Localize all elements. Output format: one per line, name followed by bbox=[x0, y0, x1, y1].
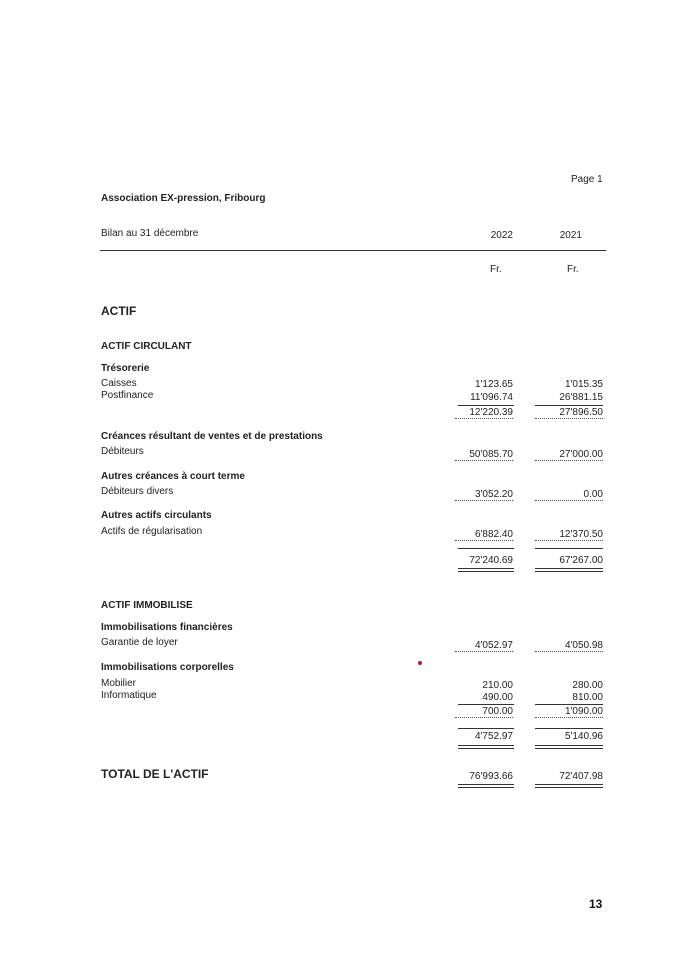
tresorerie-total-2022: 12'220.39 bbox=[455, 407, 513, 419]
debiteurs-divers-label: Débiteurs divers bbox=[101, 486, 174, 497]
tresorerie-title: Trésorerie bbox=[101, 363, 150, 374]
caisses-2021: 1'015.35 bbox=[564, 379, 603, 390]
corporelles-total-2021: 1'090.00 bbox=[535, 706, 603, 718]
organization-name: Association EX-pression, Fribourg bbox=[101, 193, 266, 204]
corporelles-subtotal-line-2022 bbox=[458, 704, 514, 705]
currency-2021: Fr. bbox=[567, 264, 579, 275]
circulant-total-line-2021 bbox=[535, 548, 603, 549]
page-number: 13 bbox=[589, 897, 603, 911]
corporelles-total-2022: 700.00 bbox=[455, 706, 513, 718]
postfinance-label: Postfinance bbox=[101, 390, 154, 401]
informatique-2021: 810.00 bbox=[572, 692, 603, 703]
circulant-total-2021: 67'267.00 bbox=[559, 555, 603, 566]
circulant-total-double-line-2021 bbox=[535, 568, 603, 572]
caisses-label: Caisses bbox=[101, 378, 137, 389]
mobilier-2021: 280.00 bbox=[572, 680, 603, 691]
total-actif-double-line-2022 bbox=[458, 784, 514, 788]
informatique-2022: 490.00 bbox=[482, 692, 513, 703]
garantie-2022: 4'052.97 bbox=[455, 640, 513, 652]
immobilise-total-line-2022 bbox=[458, 728, 514, 729]
circulant-total-line-2022 bbox=[458, 548, 514, 549]
regularisation-2022: 6'882.40 bbox=[455, 529, 513, 541]
corporelles-title: Immobilisations corporelles bbox=[101, 662, 234, 673]
autres-actifs-title: Autres actifs circulants bbox=[101, 510, 212, 521]
debiteurs-divers-2021: 0.00 bbox=[535, 489, 603, 501]
immobilise-total-2022: 4'752.97 bbox=[474, 731, 513, 742]
total-actif-label: TOTAL DE L'ACTIF bbox=[101, 767, 209, 781]
section-actif-immobilise: ACTIF IMMOBILISE bbox=[101, 600, 193, 611]
year-2021-header: 2021 bbox=[559, 230, 582, 241]
regularisation-2021: 12'370.50 bbox=[535, 529, 603, 541]
mobilier-label: Mobilier bbox=[101, 678, 137, 689]
mobilier-2022: 210.00 bbox=[482, 680, 513, 691]
section-actif: ACTIF bbox=[101, 304, 137, 318]
tresorerie-subtotal-line-2021 bbox=[535, 405, 603, 406]
immobilise-total-double-line-2021 bbox=[535, 745, 603, 749]
corporelles-subtotal-line-2021 bbox=[535, 704, 603, 705]
caisses-2022: 1'123.65 bbox=[474, 379, 513, 390]
red-dot-mark bbox=[418, 661, 422, 665]
circulant-total-2022: 72'240.69 bbox=[469, 555, 513, 566]
immobilise-total-line-2021 bbox=[535, 728, 603, 729]
immobilise-total-double-line-2022 bbox=[458, 745, 514, 749]
year-2022-header: 2022 bbox=[490, 230, 513, 241]
total-actif-2021: 72'407.98 bbox=[559, 771, 603, 782]
immobilise-total-2021: 5'140.96 bbox=[564, 731, 603, 742]
creances-title: Créances résultant de ventes et de prestations bbox=[101, 431, 323, 442]
debiteurs-label: Débiteurs bbox=[101, 446, 144, 457]
postfinance-2022: 11'096.74 bbox=[470, 392, 513, 403]
header-divider bbox=[100, 250, 606, 251]
informatique-label: Informatique bbox=[101, 690, 157, 701]
debiteurs-2021: 27'000.00 bbox=[535, 449, 603, 461]
garantie-label: Garantie de loyer bbox=[101, 637, 178, 648]
circulant-total-double-line-2022 bbox=[458, 568, 514, 572]
tresorerie-total-2021: 27'896.50 bbox=[535, 407, 603, 419]
total-actif-double-line-2021 bbox=[535, 784, 603, 788]
financieres-title: Immobilisations financières bbox=[101, 622, 233, 633]
garantie-2021: 4'050.98 bbox=[535, 640, 603, 652]
debiteurs-2022: 50'085.70 bbox=[455, 449, 513, 461]
total-actif-2022: 76'993.66 bbox=[469, 771, 513, 782]
balance-subtitle: Bilan au 31 décembre bbox=[101, 228, 199, 239]
debiteurs-divers-2022: 3'052.20 bbox=[455, 489, 513, 501]
section-actif-circulant: ACTIF CIRCULANT bbox=[101, 341, 192, 352]
autres-creances-title: Autres créances à court terme bbox=[101, 471, 245, 482]
regularisation-label: Actifs de régularisation bbox=[101, 526, 203, 537]
postfinance-2021: 26'881.15 bbox=[559, 392, 603, 403]
page-label: Page 1 bbox=[571, 174, 603, 185]
currency-2022: Fr. bbox=[490, 264, 502, 275]
tresorerie-subtotal-line-2022 bbox=[458, 405, 514, 406]
